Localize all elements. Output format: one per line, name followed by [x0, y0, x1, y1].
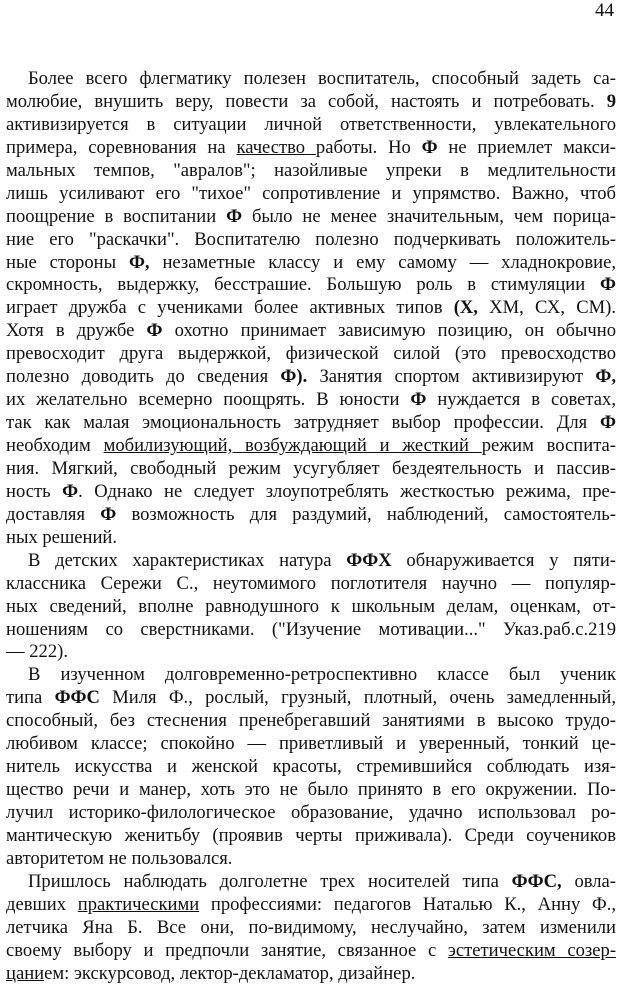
text-segment: возможность для раздумий, наблюдений, самостоятель- [116, 503, 616, 525]
text-segment: ХМ, СХ, СМ). [477, 297, 616, 319]
text-line [6, 343, 616, 366]
text-line [6, 550, 616, 573]
text-line [6, 274, 616, 297]
text-segment: ношениям со сверстниками. ("Изучение мотивации..." Указ.раб.с.219 [6, 618, 616, 640]
text-line [6, 320, 616, 343]
underlined-text: качество [236, 136, 316, 158]
text-line [6, 825, 616, 848]
text-segment: девших [6, 893, 78, 915]
bold-term: Ф [146, 320, 163, 342]
text-segment: Миля Ф., рослый, грузный, плотный, очень замедленный, [99, 687, 616, 709]
text-segment: . Однако не следует злоупотреблять жесткостью режима, пре- [78, 480, 617, 502]
text-segment: нуждается в советах, [426, 389, 616, 411]
text-line [6, 871, 616, 894]
text-segment: — 222). [6, 641, 68, 663]
bold-term: Ф [226, 205, 243, 227]
text-segment: играет дружба с учениками более активных типов [6, 297, 454, 319]
text-line [6, 619, 616, 642]
text-segment: работы. Но [315, 136, 422, 158]
text-segment: скромность, выдержку, бесстрашие. Большую роль в стимуляции [6, 274, 601, 296]
body-text [6, 68, 616, 986]
text-segment: активизируется в ситуации личной ответственности, увлекательного [6, 113, 616, 135]
text-segment: их желательно всемерно поощрять. В юности [6, 389, 411, 411]
bold-term: Ф [62, 480, 79, 502]
text-line [6, 160, 616, 183]
text-line [6, 848, 616, 871]
text-segment: ем: экскурсовод, лектор-декламатор, дизайнер. [44, 962, 416, 984]
text-segment: обнаруживается у пяти- [391, 549, 616, 571]
text-line [6, 664, 616, 687]
text-segment: способный, без стеснения пренебрегавший занятиями в высоко трудо- [6, 710, 616, 732]
bold-term: Ф [600, 274, 616, 296]
text-line [6, 206, 616, 229]
page-number: 44 [595, 0, 614, 21]
text-line [6, 481, 616, 504]
text-segment: доставляя [6, 503, 101, 525]
text-segment: мальных темпов, "авралов"; назойливые упреки в медлительности [6, 159, 616, 181]
text-segment: Более всего флегматику полезен воспитатель, способный задеть са- [28, 68, 616, 89]
text-line [6, 733, 616, 756]
text-line [6, 596, 616, 619]
text-line [6, 252, 616, 275]
underlined-text: мобилизующий, возбуждающий и жесткий [103, 435, 482, 456]
text-segment: Хотя в дружбе [6, 320, 147, 342]
text-segment: Занятия спортом активизируют [307, 366, 596, 388]
text-line [6, 802, 616, 825]
text-segment: было не менее значительным, чем порица- [242, 205, 616, 227]
text-segment: классника Сережи С., неутомимого поглотителя научно — популяр- [6, 572, 616, 594]
text-line [6, 389, 616, 412]
underlined-text: цани [6, 962, 45, 984]
bold-term: Ф [410, 389, 427, 411]
underlined-text: практическими [77, 893, 200, 915]
bold-term: ФФС [54, 687, 100, 709]
text-segment: ния. Мягкий, свободный режим усугубляет бездеятельность и пассив- [6, 457, 616, 479]
text-segment: режим воспита- [481, 435, 616, 456]
text-line [6, 917, 616, 940]
text-segment: овла- [561, 870, 616, 892]
text-line [6, 68, 616, 91]
text-segment: поощрение в воспитании [6, 205, 227, 227]
bold-term: Ф, [595, 366, 616, 388]
text-segment: В изученном долговременно-ретроспективно классе был ученик [28, 664, 616, 686]
text-line [6, 229, 616, 252]
text-line [6, 412, 616, 435]
text-segment: охотно принимает зависимую позицию, он обычно [162, 320, 616, 342]
text-segment: авторитетом не пользовался. [6, 847, 233, 869]
text-segment: молюбие, внушить веру, повести за собой, настоять и потребовать. [6, 90, 607, 112]
text-segment: лучил историко-филологическое образование, удачно использовал ро- [6, 802, 616, 823]
text-segment: нитель искусства и женской красоты, стремившийся соблюдать изя- [6, 756, 616, 778]
text-line [6, 527, 616, 550]
text-line [6, 710, 616, 733]
text-line [6, 435, 616, 458]
text-segment: ность [6, 480, 63, 502]
text-segment: ных решений. [6, 526, 118, 548]
text-segment: своему выбору и предпочли занятие, связанное с [6, 939, 448, 961]
text-line [6, 137, 616, 160]
text-segment: щество речи и манер, хоть это не было принято в его окружении. По- [6, 779, 616, 801]
text-line [6, 366, 616, 389]
text-segment: так как малая эмоциональность затрудняет выбор профессии. Для [6, 412, 601, 434]
text-segment: ных сведений, вполне равнодушного к школьным делам, оценкам, от- [6, 595, 616, 617]
text-line [6, 458, 616, 481]
text-segment: примера, соревнования на [6, 136, 237, 158]
text-line [6, 91, 616, 114]
text-segment: полезно доводить до сведения [6, 366, 281, 388]
bold-term: (X, [453, 297, 478, 319]
text-segment: превосходит друга выдержкой, физической силой (это превосходство [6, 343, 616, 365]
text-segment: не приемлет макси- [437, 136, 616, 158]
bold-term: Ф [100, 503, 117, 525]
text-line [6, 963, 616, 986]
bold-term: 9 [606, 90, 616, 112]
text-line [6, 573, 616, 596]
text-segment: любивом классе; спокойно — приветливый и уверенный, тонкий це- [6, 733, 616, 755]
bold-term: Ф [600, 412, 616, 434]
text-segment: В детских характеристиках натура [28, 549, 347, 571]
text-segment: ные стороны [6, 251, 129, 273]
text-segment: лишь усиливают его "тихое" сопротивление и упрямство. Важно, чтоб [6, 182, 616, 204]
bold-term: Ф [421, 136, 438, 158]
text-line [6, 894, 616, 917]
text-line [6, 756, 616, 779]
text-segment: профессиями: педагогов Наталью К., Анну Ф., [199, 893, 616, 915]
text-segment: необходим [6, 435, 104, 456]
text-segment: типа [6, 687, 55, 709]
text-line [6, 183, 616, 206]
text-line [6, 779, 616, 802]
text-segment: мантическую женитьбу (проявив черты приживала). Среди соучеников [6, 824, 616, 846]
text-line [6, 940, 616, 963]
text-segment: ние его "раскачки". Воспитателю полезно подчеркивать положитель- [6, 228, 616, 250]
text-segment: летчика Яна Б. Все они, по-видимому, неслучайно, затем изменили [6, 916, 616, 938]
text-line [6, 114, 616, 137]
text-line [6, 297, 616, 320]
text-segment: незаметные классу и ему самому — хладнокровие, [149, 251, 616, 273]
bold-term: ФФС, [511, 870, 562, 892]
bold-term: Ф, [128, 251, 150, 273]
underlined-text: эстетическим созер- [447, 939, 617, 961]
text-line [6, 641, 616, 664]
bold-term: ФФХ [346, 549, 392, 571]
text-line [6, 504, 616, 527]
text-line [6, 687, 616, 710]
text-segment: Пришлось наблюдать долголетне трех носителей типа [28, 870, 512, 892]
bold-term: Ф). [280, 366, 308, 388]
